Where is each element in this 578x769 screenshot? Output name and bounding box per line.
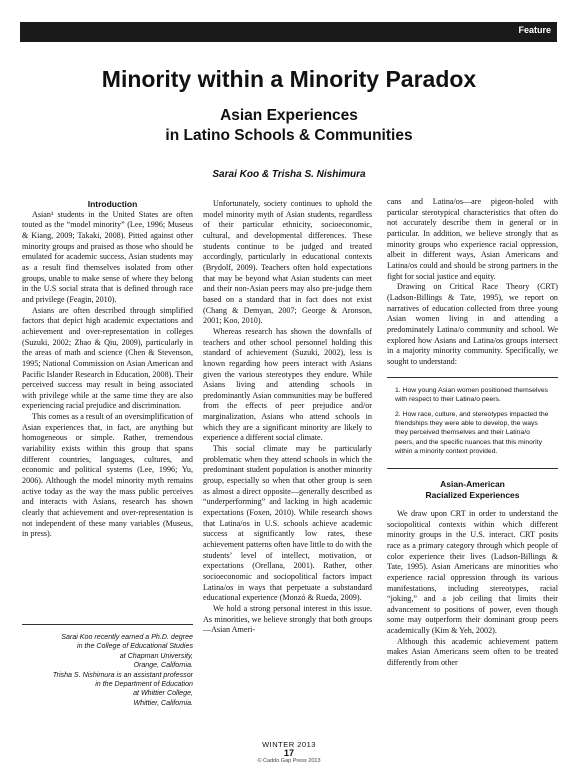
research-question: 2. How race, culture, and stereotypes impacted the friendships they were able to develop, the ways they perceived themselves and their Latina/o peers, and the specific nuances that this minority within a minority context provided. — [395, 410, 549, 455]
paragraph: Whereas research has shown the downfalls of teachers and other school personnel holding this standard of achievement (Suzuki, 2002), less is known regarding how peers interact with Asians given the various stereotypes they endure. While Asians living and attending schools in predominantly Asian communities may be buffered from the effects of peer prejudice and/or marginalization, Asians who attend schools in which they are a significant minority are likely to experience a different social climate. — [203, 326, 372, 443]
page-footer — [0, 740, 578, 764]
paragraph: This comes as a result of an oversimplification of Asian experiences that, in fact, are anything but homogeneous or simple. Rather, tremendous variability exists within this group that spans different countries, languages, cultures, and economic and political systems (Lee, 1996; Yu, 2006). Although the model minority myth remains active today as the way the mass public perceives and interacts with Asians, research has shown clearly that achievement and over-representation is not independent of these many variables (Museus, in press). — [22, 412, 193, 539]
paragraph: cans and Latina/os—are pigeon-holed with particular sterotypical characteristics that often do not accurately describe them in general or in particular. In addition, we believe strongly that as minority groups who experience racial oppression, albeit in different ways, Asian Americans and Latina/os could and should be strong partners in the fight for social justice and equity. — [387, 197, 558, 281]
bio-divider — [22, 624, 193, 625]
research-questions-box — [387, 377, 558, 469]
paragraph: Unfortunately, society continues to uphold the model minority myth of Asian students, regardless of their particular ethnicity, socioeconomic, cultural, and developmental differences. These students continue to be judged and treated accordingly, particularly in educational contexts (Brydolf, 2009). Teachers often hold expectations that may be beyond what Asian students can meet and their non-Asian peers may also pre-judge them based on a standard that in fact does not exist (Chang & Demyan, 2007; George & Aronson, 2001; Koo, 2010). — [203, 199, 372, 326]
paragraph: Although this academic achievement pattern makes Asian Americans seem often to be treated differently from other — [387, 636, 558, 668]
column-2 — [203, 199, 372, 636]
article-title: Minority within a Minority Paradox — [101, 66, 477, 92]
research-question: 1. How young Asian women positioned themselves with respect to their Latina/o peers. — [395, 386, 549, 403]
column-1 — [22, 199, 193, 540]
introduction-heading: Introduction — [87, 199, 138, 209]
bio-line: Whittier, California. — [133, 698, 193, 707]
column-3 — [387, 197, 558, 669]
section-heading-line-2: Racialized Experiences — [425, 489, 520, 500]
bio-line: at Chapman University, — [119, 651, 193, 660]
bio-line: in the College of Educational Studies — [77, 642, 193, 651]
subtitle-line-1: Asian Experiences — [220, 107, 358, 124]
section-label: Feature — [518, 25, 551, 35]
paragraph: Drawing on Critical Race Theory (CRT) (Ladson-Billings & Tate, 1995), we report on narratives of education collected from three young Asian women living in and attending a predominately Latina/o community and school. We explored how Asians and Latina/os groups intersect in a majority minority community. Specifically, we sought to understand: — [387, 282, 558, 366]
bio-line: in the Department of Education — [95, 680, 193, 689]
article-subtitle — [0, 106, 578, 146]
subtitle-line-2: in Latino Schools & Communities — [165, 127, 413, 144]
bio-line: Trisha S. Nishimura is an assistant professor — [52, 670, 193, 679]
issue-label: WINTER 2013 — [262, 740, 316, 749]
bio-line: Orange, California. — [133, 661, 193, 670]
section-heading-line-1: Asian-American — [440, 478, 505, 489]
article-authors: Sarai Koo & Trisha S. Nishimura — [212, 169, 366, 180]
paragraph: This social climate may be particularly problematic when they attend schools in which the predominant student population is another minority group, especially so when that other group is seen as almost a direct opposite—generally described as “underperforming” and lacking in high academic expectations (Foxen, 2010). While research shows that Latina/os in U.S. schools achieve academic success at significantly low rates, these achievement patterns often have little to do with the students’ level of intellect, motivation, or expectations (Orellana, 2001). Rather, other socioeconomic and sociopolitical factors impact Latina/os in ways that perpetuate a substandard educational experience (Monzó & Rueda, 2009). — [203, 444, 372, 603]
paragraph: We draw upon CRT in order to understand the sociopolitical contexts within which different minority groups in the U.S. interact. CRT posits race as a primary category through which people of color experience their lives (Ladson-Billings & Tate, 1995). Asian Americans are minorities who experience racial oppression through its various manifestations, including stereotypes, racial “joking,” and a job ceiling that limits their advancement to positions of power, even though some may outperform their dominant group peers academically (Kim & Yeh, 2002). — [387, 508, 558, 636]
section-bar — [20, 22, 557, 42]
section-heading — [387, 479, 558, 501]
page-number: 17 — [283, 748, 294, 758]
paragraph: We hold a strong personal interest in this issue. As minorities, we believe strongly that both groups—Asian Ameri- — [203, 603, 372, 635]
copyright-notice: © Caddo Gap Press 2013 — [257, 758, 321, 764]
paragraph: Asian¹ students in the United States are often touted as the “model minority” (Lee, 1996; Museus & Kiang, 2009; Takaki, 2008). Pitted against other minority groups and praised as those who should be emulated for academic success, Asian students may as a result find themselves isolated from other groups, unable to make sense of where they belong in the U.S social strata that is defined through race and privilege (Feagin, 2010). — [22, 209, 193, 304]
author-bio — [22, 633, 193, 708]
paragraph: Asians are often described through simplified factors that depict high academic expectations and achievement and over-representation in colleges (Suzuki, 2002; Zhao & Qiu, 2009), particularly in the areas of math and science (Chen & Stevenson, 1995; National Commission on Asian American and Pacific Islander Research in Education, 2008). Their perceived success may result in being associated with privilege while at the same time they are also experiencing racial prejudice and discrimination. — [22, 305, 193, 411]
bio-line: at Whittier College, — [133, 689, 193, 698]
bio-line: Sarai Koo recently earned a Ph.D. degree — [61, 633, 193, 641]
